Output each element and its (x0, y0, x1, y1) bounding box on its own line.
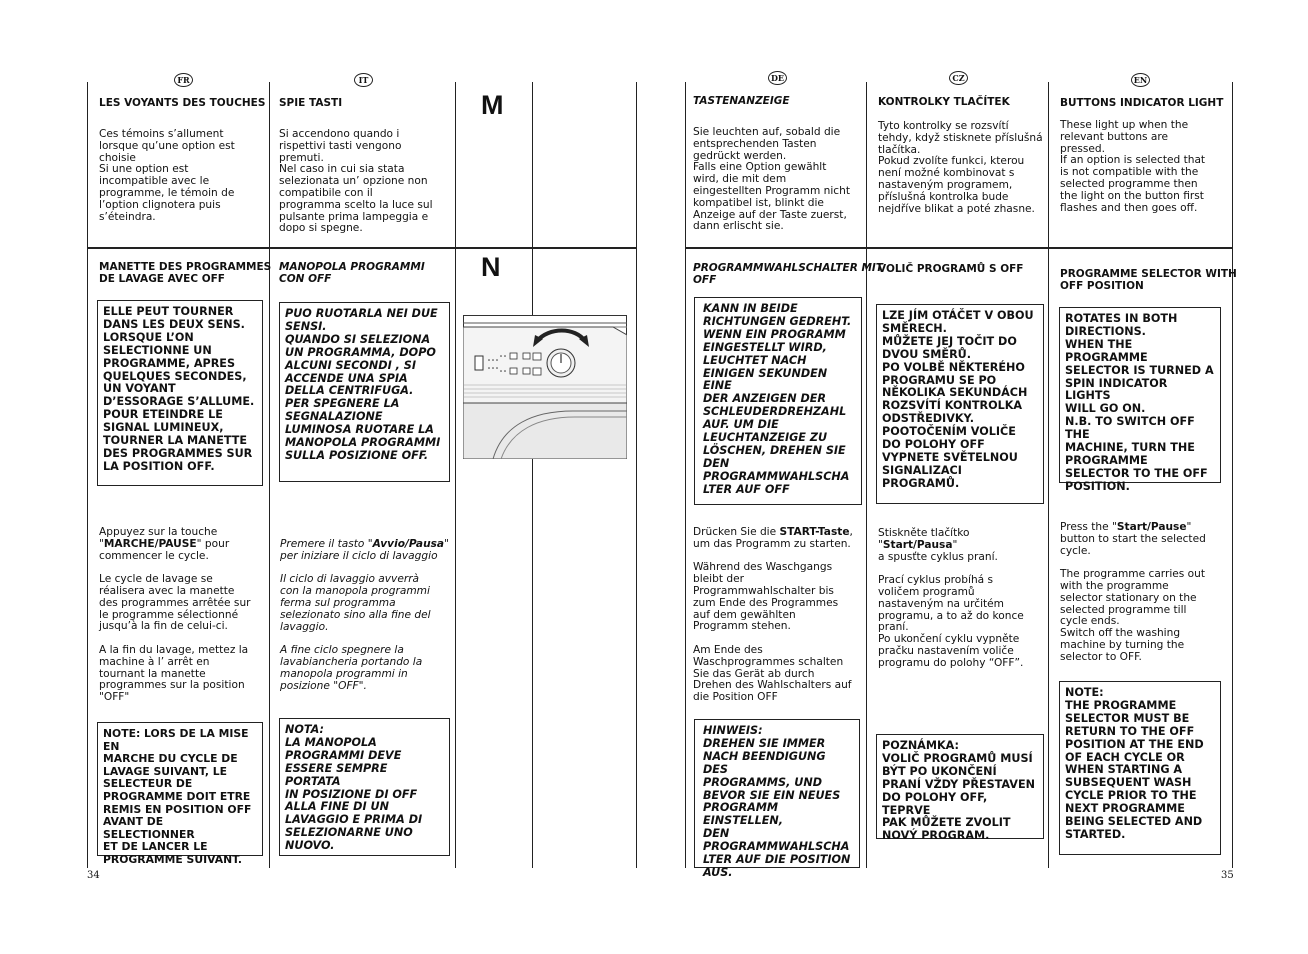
note-box: ELLE PEUT TOURNER DANS LES DEUX SENS. LORSQUE L’ON SELECTIONNE UN PROGRAMME, APRES QUELQUES SECONDES, UN VOYANT D’ESSORAGE S’ALLUME. POUR ETEINDRE LE SIGNAL LUMINEUX, TOURNER LA MANETTE DES PROGRAMMES SUR LA POSITION OFF. (97, 300, 263, 486)
note-box: KANN IN BEIDE RICHTUNGEN GEDREHT. WENN EIN PROGRAMM EINGESTELLT WIRD, LEUCHTET NACH EINIGEN SEKUNDEN EINE DER ANZEIGEN DER SCHLEUDERDREHZAHL AUF. UM DIE LEUCHTANZEIGE ZU LÖSCHEN, DREHEN SIE DEN PROGRAMMWAHLSCHA LTER AUF OFF (694, 297, 862, 505)
body-text: Tyto kontrolky se rozsvítí tehdy, když stisknete příslušná tlačítka. Pokud zvolíte funkci, kterou není možné kombinovat s nastaveným programem, příslušná kontrolka bude nejdříve blikat a poté zhasne. (878, 120, 1043, 215)
figure-label-n: N (481, 252, 501, 282)
section-divider (685, 247, 1233, 249)
section-heading: MANETTE DES PROGRAMMES DE LAVAGE AVEC OFF (99, 261, 272, 285)
page-number: 34 (87, 870, 100, 881)
section-heading: PROGRAMME SELECTOR WITH OFF POSITION (1060, 268, 1237, 292)
column-divider (455, 82, 456, 868)
section-heading: MANOPOLA PROGRAMMI CON OFF (279, 261, 425, 285)
body-text: Appuyez sur la touche "MARCHE/PAUSE" pour commencer le cycle. Le cycle de lavage se réalisera avec la manette des programmes arrêtée sur le programme sélectionné jusqu’à la fin de celui-ci. A la fin du lavage, mettez la machine à l’ arrêt en tournant la manette programmes sur la position "OFF" (99, 526, 251, 704)
note-box: PUO RUOTARLA NEI DUE SENSI. QUANDO SI SELEZIONA UN PROGRAMMA, DOPO ALCUNI SECONDI , SI ACCENDE UNA SPIA DELLA CENTRIFUGA. PER SPEGNERE LA SEGNALAZIONE LUMINOSA RUOTARE LA MANOPOLA PROGRAMMI SULLA POSIZIONE OFF. (279, 302, 450, 482)
body-text: Drücken Sie die START-Taste, um das Programm zu starten. Während des Waschgangs bleibt der Programmwahlschalter bis zum Ende des Programmes auf dem gewählten Programm stehen. Am Ende des Waschprogrammes schalten Sie das Gerät ab durch Drehen des Wahlschalters auf die Position OFF (693, 526, 853, 704)
section-heading: LES VOYANTS DES TOUCHES (99, 97, 266, 109)
program-selector-illustration (463, 315, 627, 459)
language-badge-de: DE (768, 71, 787, 85)
section-heading: SPIE TASTI (279, 97, 343, 109)
column-divider (1048, 82, 1049, 868)
body-text: Sie leuchten auf, sobald die entsprechenden Tasten gedrückt werden. Falls eine Option gewählt wird, die mit dem eingestellten Programm nicht kompatibel ist, blinkt die Anzeige auf der Taste zuerst, dann erlischt sie. (693, 126, 850, 233)
note-box: NOTA: LA MANOPOLA PROGRAMMI DEVE ESSERE SEMPRE PORTATA IN POSIZIONE DI OFF ALLA FINE DI UN LAVAGGIO E PRIMA DI SELEZIONARNE UNO NUOVO. (279, 718, 450, 856)
section-heading: VOLIČ PROGRAMŮ S OFF (878, 263, 1024, 275)
note-box: HINWEIS: DREHEN SIE IMMER NACH BEENDIGUNG DES PROGRAMMS, UND BEVOR SIE EIN NEUES PROGRAMM EINSTELLEN, DEN PROGRAMMWAHLSCHA LTER AUF DIE POSITION AUS. (694, 719, 860, 868)
body-text: Stiskněte tlačítko "Start/Pausa" a spusťte cyklus praní. Prací cyklus probíhá s voličem programů nastaveným na určitém programu, a to až do konce praní. Po ukončení cyklu vypněte pračku nastavením voliče programu do polohy “OFF”. (878, 527, 1024, 669)
note-box: ROTATES IN BOTH DIRECTIONS. WHEN THE PROGRAMME SELECTOR IS TURNED A SPIN INDICATOR LIGHTS WILL GO ON. N.B. TO SWITCH OFF THE MACHINE, TURN THE PROGRAMME SELECTOR TO THE OFF POSITION. (1059, 307, 1221, 483)
column-divider (532, 82, 533, 868)
language-badge-it: IT (354, 73, 373, 87)
section-heading: BUTTONS INDICATOR LIGHT (1060, 97, 1224, 109)
body-text: Premere il tasto "Avvio/Pausa" per iniziare il ciclo di lavaggio Il ciclo di lavaggio avverrà con la manopola programmi ferma sul programma selezionato sino alla fine del lavaggio. A fine ciclo spegnere la lavabiancheria portando la manopola programmi in posizione "OFF". (280, 538, 449, 692)
column-divider (269, 82, 270, 868)
column-divider (87, 82, 88, 868)
language-badge-cz: CZ (949, 71, 968, 85)
column-divider (636, 82, 637, 868)
language-badge-en: EN (1131, 73, 1150, 87)
note-box: POZNÁMKA: VOLIČ PROGRAMŮ MUSÍ BÝT PO UKONČENÍ PRANÍ VŽDY PŘESTAVEN DO POLOHY OFF, TEPRVE PAK MŮŽETE ZVOLIT NOVÝ PROGRAM. (876, 734, 1044, 839)
body-text: Si accendono quando i rispettivi tasti vengono premuti. Nel caso in cui sia stata selezionata un’ opzione non compatibile con il programma scelto la luce sul pulsante prima lampeggia e dopo si spegne. (279, 128, 433, 235)
body-text: Press the "Start/Pause" button to start the selected cycle. The programme carries out with the programme selector stationary on the selected programme till cycle ends. Switch off the washing machine by turning the selector to OFF. (1060, 521, 1206, 663)
column-divider (685, 82, 686, 868)
page-number: 35 (1221, 870, 1234, 881)
section-heading: PROGRAMMWAHLSCHALTER MIT OFF (693, 262, 883, 286)
section-heading: TASTENANZEIGE (693, 95, 790, 107)
note-box: NOTE: LORS DE LA MISE EN MARCHE DU CYCLE DE LAVAGE SUIVANT, LE SELECTEUR DE PROGRAMME DOIT ETRE REMIS EN POSITION OFF AVANT DE SELECTIONNER ET DE LANCER LE PROGRAMME SUIVANT. (97, 722, 263, 856)
note-box: NOTE: THE PROGRAMME SELECTOR MUST BE RETURN TO THE OFF POSITION AT THE END OF EACH CYCLE OR WHEN STARTING A SUBSEQUENT WASH CYCLE PRIOR TO THE NEXT PROGRAMME BEING SELECTED AND STARTED. (1059, 681, 1221, 855)
body-text: Ces témoins s’allument lorsque qu’une option est choisie Si une option est incompatible avec le programme, le témoin de l’option clignotera puis s’éteindra. (99, 128, 235, 223)
section-divider (87, 247, 637, 249)
column-divider (1232, 82, 1233, 868)
language-badge-fr: FR (174, 73, 193, 87)
body-text: These light up when the relevant buttons are pressed. If an option is selected that is not compatible with the selected programme then the light on the button first flashes and then goes off. (1060, 119, 1206, 214)
section-heading: KONTROLKY TLAČÍTEK (878, 96, 1010, 108)
note-box: LZE JÍM OTÁČET V OBOU SMĚRECH. MŮŽETE JEJ TOČIT DO DVOU SMĚRŮ. PO VOLBĚ NĚKTERÉHO PROGRAMU SE PO NĚKOLIKA SEKUNDÁCH ROZSVÍTÍ KONTROLKA ODSTŘEDIVKY. POOTOČENÍM VOLIČE DO POLOHY OFF VYPNETE SVĚTELNOU SIGNALIZACI PROGRAMŮ. (876, 304, 1044, 504)
figure-label-m: M (481, 90, 504, 120)
column-divider (866, 82, 867, 868)
